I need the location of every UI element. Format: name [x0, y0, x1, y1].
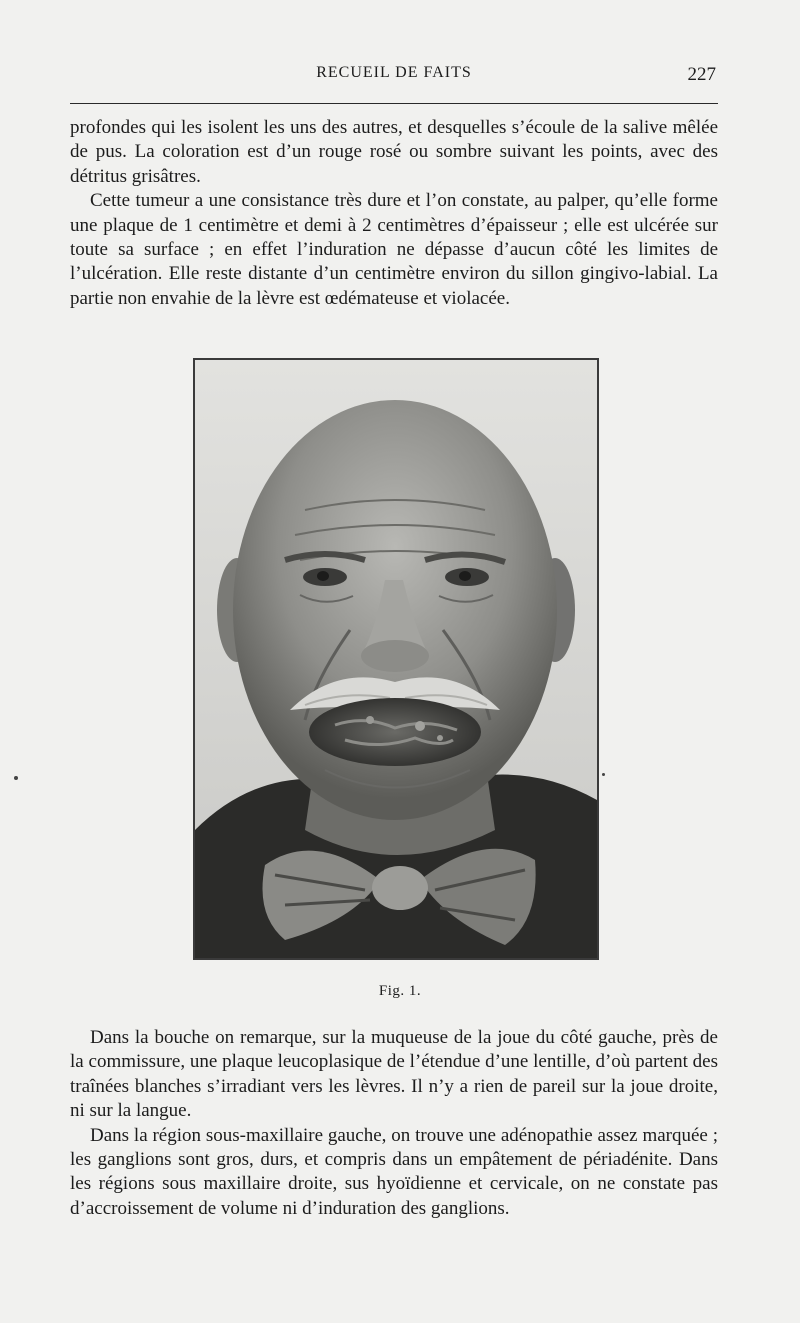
- patient-portrait-image: [195, 360, 597, 958]
- paragraph-continuation: profondes qui les isolent les uns des autres, et desquelles s’écoule de la salive mêlée de pus. La coloration est d’un rouge rosé ou sombre suivant les points, avec des détritus grisâtres.: [70, 117, 718, 187]
- print-speck: [602, 773, 605, 776]
- print-speck: [14, 776, 18, 780]
- bottom-text-block: [70, 1026, 718, 1221]
- figure-caption: Fig. 1.: [378, 983, 422, 999]
- top-text-block: [70, 116, 718, 311]
- page-number: 227: [687, 64, 716, 85]
- running-title: RECUEIL DE FAITS: [316, 64, 472, 81]
- paragraph-mouth-examination: Dans la bouche on remarque, sur la muqueuse de la joue du côté gauche, près de la commissure, une plaque leucoplasique de l’étendue d’une lentille, d’où partent des traînées blanches s’irradiant vers les lèvres. Il n’y a rien de pareil sur la joue droite, ni sur la langue.: [70, 1027, 718, 1122]
- paragraph-lymph-nodes: Dans la région sous-maxillaire gauche, on trouve une adénopathie assez marquée ; les ganglions sont gros, durs, et compris dans un empâtement de périadénite. Dans les régions sous maxillaire droite, sus hyoïdienne et cervicale, on ne constate pas d’accroissement de volume ni d’induration des ganglions.: [70, 1124, 718, 1219]
- figure-photograph: [193, 358, 599, 960]
- page-header: [70, 64, 718, 92]
- paragraph-tumor-consistency: Cette tumeur a une consistance très dure et l’on constate, au palper, qu’elle forme une plaque de 1 centimètre et demi à 2 centimètres d’épaisseur ; elle est ulcérée sur toute sa surface ; en effet l’induration ne dépasse d’aucun côté les limites de l’ulcération. Elle reste distante d’un centimètre environ du sillon gingivo-labial. La partie non envahie de la lèvre est œdémateuse et violacée.: [70, 190, 718, 309]
- header-rule: [70, 103, 718, 104]
